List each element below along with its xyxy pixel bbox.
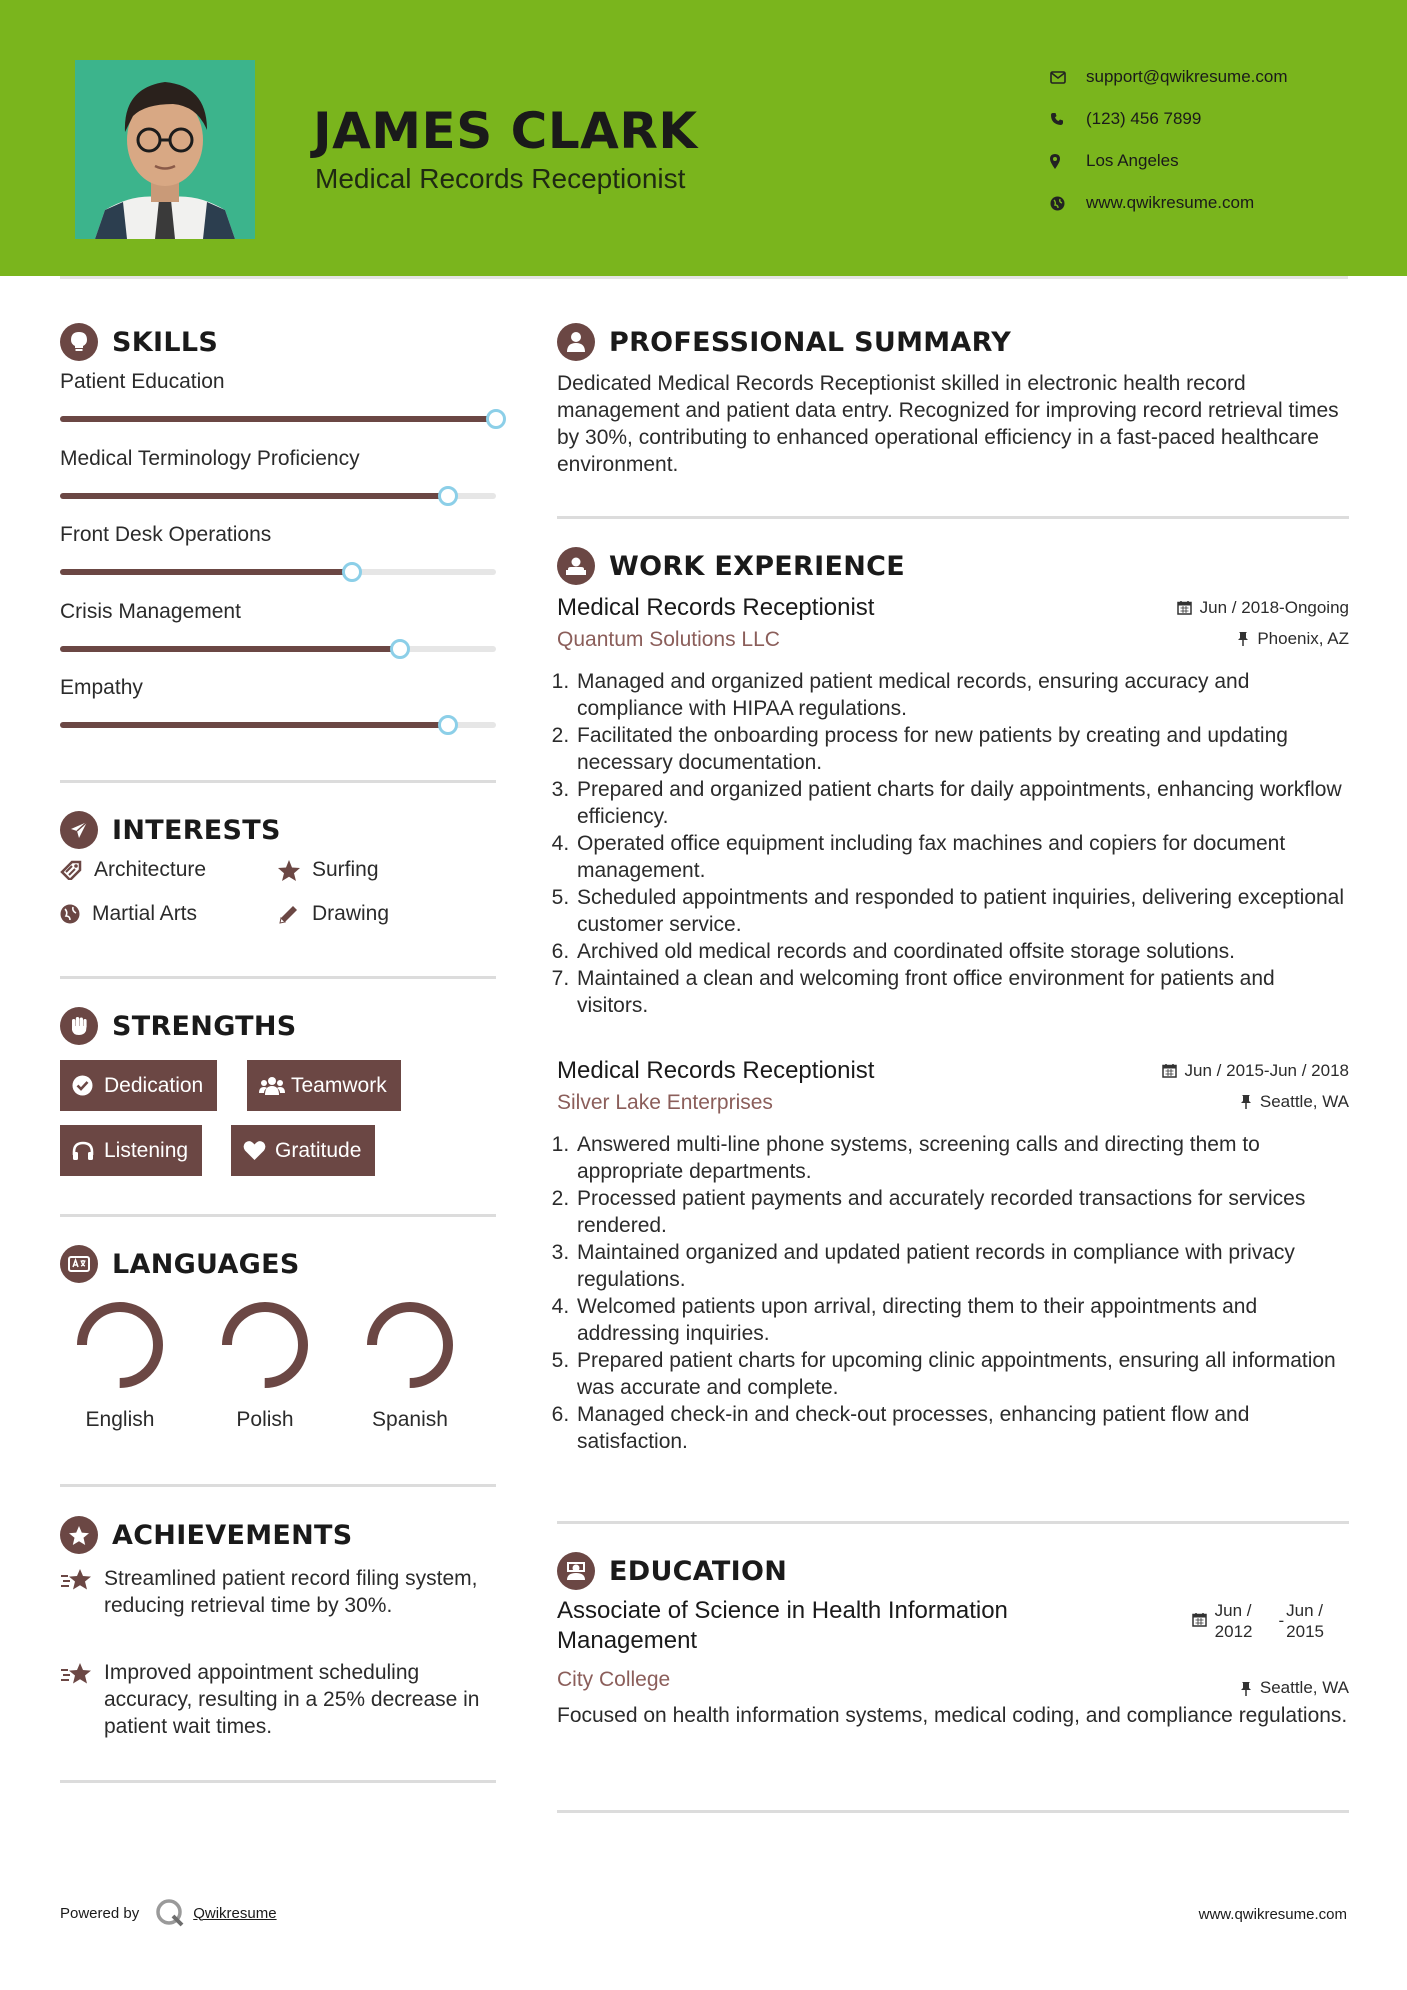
tag-icon bbox=[60, 860, 94, 880]
graduate-icon bbox=[557, 1552, 595, 1590]
interests-divider bbox=[60, 976, 496, 979]
shooting-star-icon bbox=[60, 1565, 104, 1619]
college-name: City College bbox=[557, 1668, 671, 1691]
job-duty: 6. Managed check-in and check-out processes, enhancing patient flow and satisfaction. bbox=[575, 1401, 1349, 1455]
job-date bbox=[1177, 598, 1349, 618]
skill-bar-knob bbox=[390, 639, 410, 659]
candidate-name: JAMES CLARK bbox=[313, 102, 698, 160]
education-end bbox=[1286, 1600, 1324, 1642]
lightbulb-icon bbox=[60, 323, 98, 361]
interest-item bbox=[278, 902, 389, 926]
languages-heading bbox=[60, 1245, 300, 1283]
interest-label: Architecture bbox=[94, 858, 207, 881]
job-company: Silver Lake Enterprises bbox=[557, 1091, 773, 1114]
profile-photo bbox=[75, 60, 255, 239]
job-date bbox=[1162, 1061, 1349, 1081]
globe-icon bbox=[1050, 196, 1086, 211]
pencil-icon bbox=[278, 903, 312, 925]
star-icon bbox=[278, 860, 312, 881]
pushpin-icon bbox=[1237, 631, 1249, 646]
job-duties bbox=[557, 1131, 1349, 1455]
language-icon bbox=[60, 1245, 98, 1283]
strengths-divider bbox=[60, 1214, 496, 1217]
contact-location bbox=[1050, 140, 1350, 182]
skill-name: Medical Terminology Proficiency bbox=[60, 446, 360, 470]
job-entry bbox=[557, 594, 1349, 1019]
achievement-item bbox=[60, 1659, 500, 1740]
education-end-month: Jun / bbox=[1286, 1601, 1324, 1620]
strength-label: Dedication bbox=[104, 1073, 204, 1097]
interest-item bbox=[60, 858, 206, 882]
language-item bbox=[60, 1300, 180, 1432]
skill-bar bbox=[60, 493, 496, 499]
skill-item bbox=[60, 676, 500, 753]
strengths-heading bbox=[60, 1007, 297, 1045]
headphones-icon bbox=[72, 1141, 104, 1161]
language-ring-arc bbox=[82, 1307, 158, 1383]
globe-icon bbox=[60, 904, 92, 924]
job-location-text: Seattle, WA bbox=[1259, 1091, 1349, 1111]
skill-item bbox=[60, 447, 500, 524]
language-name: Polish bbox=[236, 1408, 294, 1431]
job-duty: 1. Answered multi-line phone systems, screening calls and directing them to appropriate departments. bbox=[575, 1131, 1349, 1185]
job-duty: 5. Scheduled appointments and responded to patient inquiries, delivering exceptional customer service. bbox=[575, 884, 1349, 938]
skill-bar-fill bbox=[60, 722, 448, 728]
shooting-star-icon bbox=[60, 1659, 104, 1740]
strength-badge bbox=[60, 1125, 202, 1176]
education-start-year: 2012 bbox=[1214, 1622, 1253, 1641]
achievement-text: Streamlined patient record filing system, reducing retrieval time by 30%. bbox=[104, 1567, 478, 1617]
contact-list bbox=[1050, 56, 1350, 224]
achievements-title: ACHIEVEMENTS bbox=[112, 1519, 353, 1551]
strength-label: Gratitude bbox=[275, 1138, 362, 1162]
languages-divider bbox=[60, 1484, 496, 1487]
language-ring bbox=[365, 1300, 455, 1390]
job-duty: 7. Maintained a clean and welcoming front office environment for patients and visitors. bbox=[575, 965, 1349, 1019]
contact-location-text: Los Angeles bbox=[1086, 151, 1179, 170]
education-description: Focused on health information systems, medical coding, and compliance regulations. bbox=[557, 1704, 1348, 1727]
check-circle-icon bbox=[72, 1075, 104, 1096]
language-ring bbox=[220, 1300, 310, 1390]
skill-name: Empathy bbox=[60, 676, 143, 699]
skill-bar-fill bbox=[60, 493, 448, 499]
skills-heading bbox=[60, 323, 218, 361]
pushpin-icon bbox=[1240, 1681, 1252, 1696]
contact-email[interactable] bbox=[1050, 56, 1350, 98]
job-duty: 1. Managed and organized patient medical records, ensuring accuracy and compliance with HIPAA regulations. bbox=[575, 668, 1349, 722]
skills-divider bbox=[60, 780, 496, 783]
interests-heading bbox=[60, 811, 281, 849]
strengths-title: STRENGTHS bbox=[112, 1010, 297, 1042]
qwikresume-logo-icon bbox=[155, 1898, 185, 1928]
calendar-icon bbox=[1162, 1063, 1177, 1078]
powered-by-text: Powered by bbox=[60, 1904, 140, 1922]
header-divider bbox=[60, 276, 1348, 279]
language-ring bbox=[75, 1300, 165, 1390]
user-icon bbox=[557, 323, 595, 361]
experience-title: WORK EXPERIENCE bbox=[609, 550, 905, 582]
skill-item bbox=[60, 523, 500, 600]
experience-heading bbox=[557, 547, 905, 585]
skill-name: Patient Education bbox=[60, 370, 225, 393]
skill-name: Front Desk Operations bbox=[60, 523, 272, 546]
resume-header bbox=[0, 0, 1407, 276]
summary-text: Dedicated Medical Records Receptionist skilled in electronic health record management and patient data entry. Recognized for improving record retrieval times by 30%, contributing to enhanced operational efficiency in a fast-paced healthcare environment. bbox=[557, 372, 1339, 476]
job-date-text: Jun / 2015-Jun / 2018 bbox=[1184, 1060, 1349, 1080]
job-duties bbox=[557, 668, 1349, 1019]
summary-divider bbox=[557, 516, 1349, 519]
interests-title: INTERESTS bbox=[112, 814, 281, 846]
education-start bbox=[1215, 1600, 1253, 1642]
qwikresume-link[interactable]: Qwikresume bbox=[193, 1904, 277, 1922]
job-location bbox=[1240, 1092, 1349, 1112]
job-duty: 4. Welcomed patients upon arrival, directing them to their appointments and addressing inquiries. bbox=[575, 1293, 1349, 1347]
strength-badge bbox=[247, 1060, 401, 1111]
envelope-icon bbox=[1050, 71, 1086, 84]
pushpin-icon bbox=[1240, 1094, 1252, 1109]
contact-email-text: support@qwikresume.com bbox=[1086, 67, 1288, 86]
job-duty: 5. Prepared patient charts for upcoming clinic appointments, ensuring all information was accurate and complete. bbox=[575, 1347, 1349, 1401]
achievement-item bbox=[60, 1565, 500, 1619]
job-date-text: Jun / 2018-Ongoing bbox=[1199, 597, 1349, 617]
briefcase-user-icon bbox=[557, 547, 595, 585]
calendar-icon bbox=[1192, 1612, 1207, 1642]
language-name: Spanish bbox=[372, 1408, 448, 1431]
education-entry bbox=[557, 1596, 1349, 1729]
heart-icon bbox=[243, 1140, 275, 1161]
skill-bar-knob bbox=[342, 562, 362, 582]
interest-label: Drawing bbox=[312, 902, 390, 925]
footer-powered-by bbox=[60, 1898, 277, 1928]
job-duty: 4. Operated office equipment including fax machines and copiers for document management. bbox=[575, 830, 1349, 884]
job-duty: 6. Archived old medical records and coordinated offsite storage solutions. bbox=[575, 938, 1349, 965]
interest-label: Surfing bbox=[312, 858, 379, 881]
candidate-title: Medical Records Receptionist bbox=[315, 163, 686, 194]
language-item bbox=[205, 1300, 325, 1432]
experience-divider bbox=[557, 1521, 1349, 1524]
contact-website[interactable] bbox=[1050, 182, 1350, 224]
job-title: Medical Records Receptionist bbox=[557, 594, 875, 621]
paper-plane-icon bbox=[60, 811, 98, 849]
summary-title: PROFESSIONAL SUMMARY bbox=[609, 326, 1012, 358]
skill-item bbox=[60, 370, 500, 447]
skill-bar-knob bbox=[486, 409, 506, 429]
skill-bar-fill bbox=[60, 569, 352, 575]
skill-bar-fill bbox=[60, 416, 496, 422]
users-icon bbox=[259, 1076, 291, 1096]
skill-bar bbox=[60, 722, 496, 728]
achievement-text: Improved appointment scheduling accuracy, resulting in a 25% decrease in patient wait times. bbox=[104, 1661, 480, 1738]
fist-icon bbox=[60, 1007, 98, 1045]
phone-icon bbox=[1050, 112, 1086, 126]
job-company: Quantum Solutions LLC bbox=[557, 628, 780, 651]
job-duty: 3. Maintained organized and updated patient records in compliance with privacy regulations. bbox=[575, 1239, 1349, 1293]
job-duty: 2. Processed patient payments and accurately recorded transactions for services rendered. bbox=[575, 1185, 1349, 1239]
calendar-icon bbox=[1177, 600, 1192, 615]
education-heading bbox=[557, 1552, 787, 1590]
achievements-divider bbox=[60, 1780, 496, 1783]
skill-bar-knob bbox=[438, 715, 458, 735]
strength-badge bbox=[231, 1125, 375, 1176]
education-divider bbox=[557, 1810, 1349, 1813]
job-title: Medical Records Receptionist bbox=[557, 1057, 875, 1084]
job-duty: 2. Facilitated the onboarding process for new patients by creating and updating necessary documentation. bbox=[575, 722, 1349, 776]
job-duty: 3. Prepared and organized patient charts for daily appointments, enhancing workflow efficiency. bbox=[575, 776, 1349, 830]
education-title: EDUCATION bbox=[609, 1555, 788, 1587]
skill-bar bbox=[60, 569, 496, 575]
footer-url[interactable]: www.qwikresume.com bbox=[1198, 1906, 1347, 1923]
education-dates bbox=[1192, 1600, 1324, 1642]
language-ring-arc bbox=[227, 1307, 303, 1383]
strength-label: Teamwork bbox=[291, 1073, 387, 1097]
contact-website-text: www.qwikresume.com bbox=[1086, 193, 1255, 212]
job-location-text: Phoenix, AZ bbox=[1257, 628, 1349, 648]
interest-item bbox=[278, 858, 379, 882]
language-item bbox=[350, 1300, 470, 1432]
map-marker-icon bbox=[1050, 154, 1086, 169]
skills-title: SKILLS bbox=[112, 326, 219, 358]
strength-badge bbox=[60, 1060, 217, 1111]
skills-list bbox=[60, 370, 500, 753]
education-location-text: Seattle, WA bbox=[1259, 1678, 1349, 1697]
job-location bbox=[1237, 629, 1349, 649]
trophy-star-icon bbox=[60, 1516, 98, 1554]
skill-bar bbox=[60, 646, 496, 652]
skill-name: Crisis Management bbox=[60, 599, 241, 623]
contact-phone[interactable] bbox=[1050, 98, 1350, 140]
language-ring-arc bbox=[372, 1307, 448, 1383]
strength-label: Listening bbox=[104, 1138, 189, 1162]
degree-title: Associate of Science in Health Information Management bbox=[557, 1597, 1008, 1654]
contact-phone-text: (123) 456 7899 bbox=[1086, 109, 1202, 128]
languages-title: LANGUAGES bbox=[112, 1248, 300, 1280]
interest-item bbox=[60, 902, 197, 926]
skill-bar bbox=[60, 416, 496, 422]
education-location bbox=[1240, 1678, 1349, 1698]
skill-bar-fill bbox=[60, 646, 400, 652]
language-name: English bbox=[85, 1408, 155, 1431]
skill-bar-knob bbox=[438, 486, 458, 506]
interest-label: Martial Arts bbox=[92, 902, 198, 925]
summary-heading bbox=[557, 323, 1011, 361]
date-separator: - bbox=[1278, 1611, 1285, 1630]
skill-item bbox=[60, 600, 500, 677]
job-entry bbox=[557, 1057, 1349, 1455]
achievements-heading bbox=[60, 1516, 353, 1554]
education-end-year: 2015 bbox=[1286, 1622, 1324, 1641]
education-start-month: Jun / bbox=[1214, 1601, 1252, 1620]
